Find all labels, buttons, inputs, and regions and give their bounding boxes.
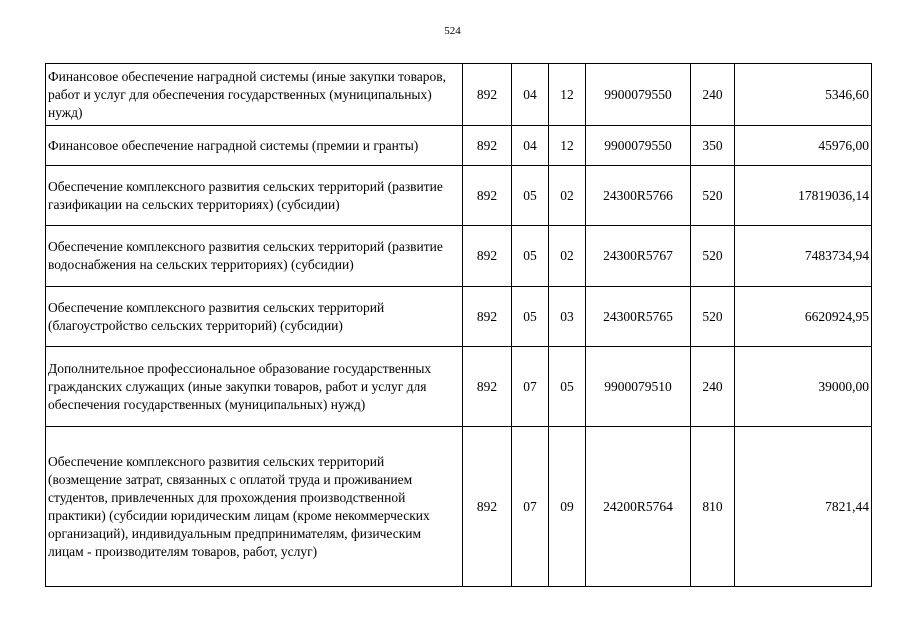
target-article-cell: 9900079510 [586, 347, 691, 427]
expense-type-cell: 810 [691, 427, 735, 587]
expense-name-cell: Обеспечение комплексного развития сельских территорий (возмещение затрат, связанных с оплатой труда и проживанием студентов, привлеченных для прохождения производственной практики) (субсидии юридическим лицам (кроме некоммерческих организаций), индивидуальным предпринимателям, физическим лицам - производителям товаров, работ, услуг) [46, 427, 463, 587]
section-code-cell: 04 [512, 126, 549, 166]
amount-cell: 7821,44 [735, 427, 872, 587]
table-row [46, 126, 872, 166]
section-code-cell: 05 [512, 226, 549, 287]
expense-type-cell: 350 [691, 126, 735, 166]
subsection-code-cell: 09 [549, 427, 586, 587]
amount-cell: 6620924,95 [735, 287, 872, 347]
ministry-code-cell: 892 [463, 166, 512, 226]
table-row [46, 166, 872, 226]
expense-type-cell: 240 [691, 64, 735, 126]
expense-type-cell: 520 [691, 287, 735, 347]
expense-type-cell: 520 [691, 166, 735, 226]
expense-name-cell: Финансовое обеспечение наградной системы (премии и гранты) [46, 126, 463, 166]
expense-name-cell: Финансовое обеспечение наградной системы (иные закупки товаров, работ и услуг для обеспечения государственных (муниципальных) нужд) [46, 64, 463, 126]
expense-type-cell: 240 [691, 347, 735, 427]
subsection-code-cell: 02 [549, 166, 586, 226]
expense-name-cell: Обеспечение комплексного развития сельских территорий (развитие газификации на сельских территориях) (субсидии) [46, 166, 463, 226]
table-row [46, 347, 872, 427]
section-code-cell: 05 [512, 287, 549, 347]
amount-cell: 39000,00 [735, 347, 872, 427]
table-row [46, 427, 872, 587]
amount-cell: 45976,00 [735, 126, 872, 166]
subsection-code-cell: 12 [549, 126, 586, 166]
target-article-cell: 24300R5767 [586, 226, 691, 287]
ministry-code-cell: 892 [463, 287, 512, 347]
target-article-cell: 24300R5765 [586, 287, 691, 347]
ministry-code-cell: 892 [463, 126, 512, 166]
subsection-code-cell: 05 [549, 347, 586, 427]
expense-name-cell: Обеспечение комплексного развития сельских территорий (благоустройство сельских территорий) (субсидии) [46, 287, 463, 347]
table-row [46, 226, 872, 287]
ministry-code-cell: 892 [463, 427, 512, 587]
ministry-code-cell: 892 [463, 226, 512, 287]
ministry-code-cell: 892 [463, 64, 512, 126]
section-code-cell: 07 [512, 427, 549, 587]
subsection-code-cell: 02 [549, 226, 586, 287]
amount-cell: 5346,60 [735, 64, 872, 126]
amount-cell: 17819036,14 [735, 166, 872, 226]
budget-table [45, 63, 872, 587]
target-article-cell: 24200R5764 [586, 427, 691, 587]
subsection-code-cell: 03 [549, 287, 586, 347]
section-code-cell: 04 [512, 64, 549, 126]
subsection-code-cell: 12 [549, 64, 586, 126]
page-number: 524 [444, 25, 461, 37]
target-article-cell: 9900079550 [586, 126, 691, 166]
expense-name-cell: Обеспечение комплексного развития сельских территорий (развитие водоснабжения на сельских территориях) (субсидии) [46, 226, 463, 287]
amount-cell: 7483734,94 [735, 226, 872, 287]
section-code-cell: 07 [512, 347, 549, 427]
section-code-cell: 05 [512, 166, 549, 226]
target-article-cell: 9900079550 [586, 64, 691, 126]
expense-type-cell: 520 [691, 226, 735, 287]
table-row [46, 287, 872, 347]
ministry-code-cell: 892 [463, 347, 512, 427]
expense-name-cell: Дополнительное профессиональное образование государственных гражданских служащих (иные закупки товаров, работ и услуг для обеспечения государственных (муниципальных) нужд) [46, 347, 463, 427]
table-row [46, 64, 872, 126]
target-article-cell: 24300R5766 [586, 166, 691, 226]
